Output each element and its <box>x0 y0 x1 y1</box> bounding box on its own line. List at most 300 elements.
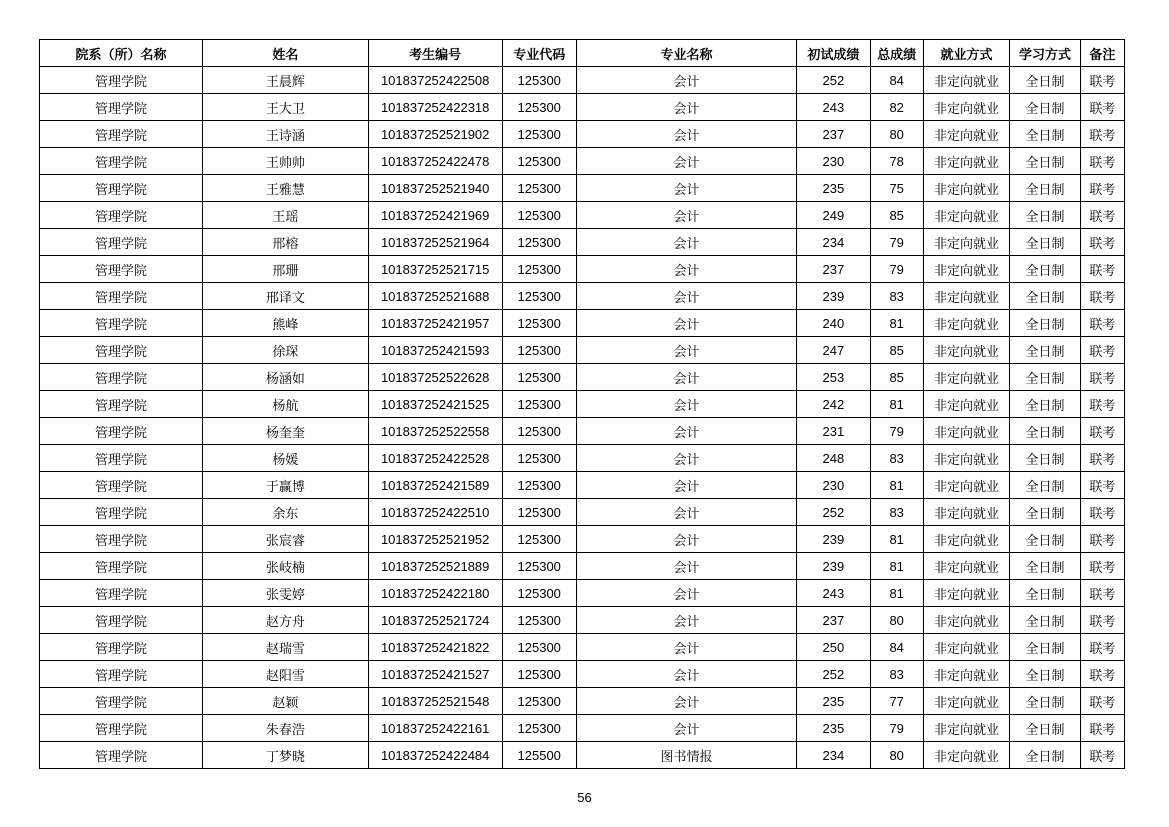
cell-department: 管理学院 <box>40 634 203 661</box>
cell-major-code: 125300 <box>502 418 576 445</box>
header-department: 院系（所）名称 <box>40 40 203 67</box>
cell-name: 杨奎奎 <box>202 418 368 445</box>
cell-initial-score: 237 <box>797 256 870 283</box>
cell-initial-score: 248 <box>797 445 870 472</box>
cell-total-score: 81 <box>870 580 923 607</box>
cell-major-code: 125300 <box>502 175 576 202</box>
cell-major-name: 会计 <box>576 661 796 688</box>
cell-initial-score: 247 <box>797 337 870 364</box>
cell-employment-type: 非定向就业 <box>923 283 1009 310</box>
cell-department: 管理学院 <box>40 391 203 418</box>
cell-name: 朱春浩 <box>202 715 368 742</box>
cell-major-code: 125300 <box>502 607 576 634</box>
cell-study-mode: 全日制 <box>1010 94 1080 121</box>
cell-department: 管理学院 <box>40 661 203 688</box>
cell-remarks: 联考 <box>1080 472 1124 499</box>
cell-total-score: 81 <box>870 553 923 580</box>
cell-remarks: 联考 <box>1080 418 1124 445</box>
cell-name: 于赢博 <box>202 472 368 499</box>
cell-employment-type: 非定向就业 <box>923 337 1009 364</box>
table-row <box>40 418 1125 445</box>
cell-major-code: 125300 <box>502 445 576 472</box>
cell-remarks: 联考 <box>1080 67 1124 94</box>
cell-major-name: 会计 <box>576 688 796 715</box>
table-body <box>40 67 1125 769</box>
cell-study-mode: 全日制 <box>1010 364 1080 391</box>
cell-major-code: 125300 <box>502 310 576 337</box>
cell-remarks: 联考 <box>1080 499 1124 526</box>
cell-candidate-id: 101837252422510 <box>368 499 502 526</box>
cell-remarks: 联考 <box>1080 337 1124 364</box>
cell-department: 管理学院 <box>40 121 203 148</box>
cell-name: 王诗涵 <box>202 121 368 148</box>
cell-candidate-id: 101837252521940 <box>368 175 502 202</box>
cell-total-score: 83 <box>870 445 923 472</box>
header-total-score: 总成绩 <box>870 40 923 67</box>
cell-name: 王帅帅 <box>202 148 368 175</box>
cell-candidate-id: 101837252521964 <box>368 229 502 256</box>
cell-department: 管理学院 <box>40 445 203 472</box>
cell-major-name: 会计 <box>576 715 796 742</box>
cell-major-code: 125300 <box>502 715 576 742</box>
cell-study-mode: 全日制 <box>1010 337 1080 364</box>
cell-major-code: 125300 <box>502 580 576 607</box>
header-name: 姓名 <box>202 40 368 67</box>
cell-major-name: 会计 <box>576 121 796 148</box>
cell-major-name: 会计 <box>576 337 796 364</box>
cell-major-name: 会计 <box>576 499 796 526</box>
cell-total-score: 80 <box>870 121 923 148</box>
cell-department: 管理学院 <box>40 256 203 283</box>
cell-initial-score: 234 <box>797 229 870 256</box>
cell-total-score: 80 <box>870 742 923 769</box>
cell-name: 王大卫 <box>202 94 368 121</box>
cell-name: 赵颖 <box>202 688 368 715</box>
cell-study-mode: 全日制 <box>1010 310 1080 337</box>
cell-department: 管理学院 <box>40 310 203 337</box>
table-row <box>40 580 1125 607</box>
table-row <box>40 256 1125 283</box>
cell-remarks: 联考 <box>1080 553 1124 580</box>
table-row <box>40 337 1125 364</box>
cell-major-code: 125300 <box>502 499 576 526</box>
cell-initial-score: 252 <box>797 67 870 94</box>
cell-department: 管理学院 <box>40 499 203 526</box>
cell-study-mode: 全日制 <box>1010 526 1080 553</box>
cell-candidate-id: 101837252421527 <box>368 661 502 688</box>
table-row <box>40 661 1125 688</box>
cell-major-code: 125300 <box>502 202 576 229</box>
cell-name: 丁梦晓 <box>202 742 368 769</box>
cell-candidate-id: 101837252422478 <box>368 148 502 175</box>
cell-total-score: 81 <box>870 391 923 418</box>
cell-employment-type: 非定向就业 <box>923 94 1009 121</box>
cell-name: 王瑶 <box>202 202 368 229</box>
cell-study-mode: 全日制 <box>1010 580 1080 607</box>
cell-major-code: 125300 <box>502 148 576 175</box>
table-row <box>40 445 1125 472</box>
cell-study-mode: 全日制 <box>1010 121 1080 148</box>
cell-study-mode: 全日制 <box>1010 661 1080 688</box>
cell-remarks: 联考 <box>1080 391 1124 418</box>
table-row <box>40 67 1125 94</box>
cell-study-mode: 全日制 <box>1010 607 1080 634</box>
cell-initial-score: 230 <box>797 472 870 499</box>
cell-candidate-id: 101837252421957 <box>368 310 502 337</box>
cell-department: 管理学院 <box>40 283 203 310</box>
cell-employment-type: 非定向就业 <box>923 229 1009 256</box>
cell-employment-type: 非定向就业 <box>923 688 1009 715</box>
table-row <box>40 553 1125 580</box>
cell-remarks: 联考 <box>1080 283 1124 310</box>
cell-candidate-id: 101837252421822 <box>368 634 502 661</box>
cell-major-name: 会计 <box>576 526 796 553</box>
cell-study-mode: 全日制 <box>1010 553 1080 580</box>
cell-major-name: 会计 <box>576 391 796 418</box>
cell-initial-score: 235 <box>797 688 870 715</box>
cell-candidate-id: 101837252522628 <box>368 364 502 391</box>
cell-initial-score: 230 <box>797 148 870 175</box>
cell-candidate-id: 101837252422508 <box>368 67 502 94</box>
cell-total-score: 85 <box>870 202 923 229</box>
cell-study-mode: 全日制 <box>1010 634 1080 661</box>
cell-major-code: 125300 <box>502 67 576 94</box>
cell-name: 王晨辉 <box>202 67 368 94</box>
cell-name: 邢珊 <box>202 256 368 283</box>
cell-name: 熊峰 <box>202 310 368 337</box>
cell-name: 杨媛 <box>202 445 368 472</box>
cell-remarks: 联考 <box>1080 175 1124 202</box>
cell-major-code: 125300 <box>502 283 576 310</box>
header-major-code: 专业代码 <box>502 40 576 67</box>
cell-initial-score: 234 <box>797 742 870 769</box>
cell-study-mode: 全日制 <box>1010 67 1080 94</box>
cell-candidate-id: 101837252422484 <box>368 742 502 769</box>
cell-remarks: 联考 <box>1080 121 1124 148</box>
cell-name: 张宸睿 <box>202 526 368 553</box>
table-row <box>40 634 1125 661</box>
cell-major-name: 会计 <box>576 472 796 499</box>
cell-initial-score: 243 <box>797 94 870 121</box>
cell-employment-type: 非定向就业 <box>923 526 1009 553</box>
cell-candidate-id: 101837252421525 <box>368 391 502 418</box>
table-header-row <box>40 40 1125 67</box>
table-row <box>40 526 1125 553</box>
cell-remarks: 联考 <box>1080 607 1124 634</box>
cell-candidate-id: 101837252521902 <box>368 121 502 148</box>
cell-department: 管理学院 <box>40 607 203 634</box>
cell-candidate-id: 101837252521688 <box>368 283 502 310</box>
cell-major-code: 125300 <box>502 121 576 148</box>
cell-total-score: 77 <box>870 688 923 715</box>
cell-department: 管理学院 <box>40 742 203 769</box>
header-initial-score: 初试成绩 <box>797 40 870 67</box>
cell-major-code: 125500 <box>502 742 576 769</box>
cell-remarks: 联考 <box>1080 364 1124 391</box>
page-number: 56 <box>577 790 592 805</box>
cell-total-score: 79 <box>870 418 923 445</box>
table-row <box>40 175 1125 202</box>
cell-department: 管理学院 <box>40 553 203 580</box>
cell-remarks: 联考 <box>1080 94 1124 121</box>
cell-employment-type: 非定向就业 <box>923 256 1009 283</box>
cell-initial-score: 250 <box>797 634 870 661</box>
cell-remarks: 联考 <box>1080 661 1124 688</box>
cell-name: 杨涵如 <box>202 364 368 391</box>
cell-candidate-id: 101837252521724 <box>368 607 502 634</box>
cell-remarks: 联考 <box>1080 742 1124 769</box>
cell-major-name: 会计 <box>576 67 796 94</box>
cell-major-code: 125300 <box>502 364 576 391</box>
cell-total-score: 81 <box>870 526 923 553</box>
cell-study-mode: 全日制 <box>1010 742 1080 769</box>
table-row <box>40 229 1125 256</box>
cell-name: 张雯婷 <box>202 580 368 607</box>
cell-department: 管理学院 <box>40 364 203 391</box>
cell-employment-type: 非定向就业 <box>923 715 1009 742</box>
cell-study-mode: 全日制 <box>1010 175 1080 202</box>
cell-initial-score: 239 <box>797 526 870 553</box>
cell-employment-type: 非定向就业 <box>923 175 1009 202</box>
cell-total-score: 79 <box>870 229 923 256</box>
cell-employment-type: 非定向就业 <box>923 661 1009 688</box>
cell-employment-type: 非定向就业 <box>923 445 1009 472</box>
cell-employment-type: 非定向就业 <box>923 580 1009 607</box>
cell-major-name: 会计 <box>576 283 796 310</box>
cell-department: 管理学院 <box>40 202 203 229</box>
cell-total-score: 75 <box>870 175 923 202</box>
table-row <box>40 472 1125 499</box>
cell-department: 管理学院 <box>40 229 203 256</box>
cell-total-score: 79 <box>870 256 923 283</box>
cell-total-score: 80 <box>870 607 923 634</box>
cell-major-code: 125300 <box>502 229 576 256</box>
cell-study-mode: 全日制 <box>1010 445 1080 472</box>
cell-total-score: 79 <box>870 715 923 742</box>
table-row <box>40 688 1125 715</box>
cell-major-code: 125300 <box>502 688 576 715</box>
table-row <box>40 607 1125 634</box>
cell-initial-score: 249 <box>797 202 870 229</box>
cell-employment-type: 非定向就业 <box>923 364 1009 391</box>
table-row <box>40 499 1125 526</box>
cell-remarks: 联考 <box>1080 148 1124 175</box>
cell-total-score: 85 <box>870 364 923 391</box>
cell-major-code: 125300 <box>502 391 576 418</box>
cell-major-name: 会计 <box>576 634 796 661</box>
cell-major-code: 125300 <box>502 526 576 553</box>
cell-employment-type: 非定向就业 <box>923 121 1009 148</box>
cell-initial-score: 242 <box>797 391 870 418</box>
table-row <box>40 364 1125 391</box>
cell-candidate-id: 101837252421593 <box>368 337 502 364</box>
cell-major-code: 125300 <box>502 472 576 499</box>
cell-remarks: 联考 <box>1080 715 1124 742</box>
cell-name: 赵阳雪 <box>202 661 368 688</box>
cell-major-name: 会计 <box>576 553 796 580</box>
table-row <box>40 202 1125 229</box>
cell-total-score: 82 <box>870 94 923 121</box>
cell-initial-score: 252 <box>797 499 870 526</box>
cell-candidate-id: 101837252521952 <box>368 526 502 553</box>
cell-initial-score: 237 <box>797 121 870 148</box>
cell-major-code: 125300 <box>502 256 576 283</box>
cell-major-name: 会计 <box>576 94 796 121</box>
cell-total-score: 81 <box>870 310 923 337</box>
cell-employment-type: 非定向就业 <box>923 499 1009 526</box>
table-row <box>40 283 1125 310</box>
cell-name: 张岐楠 <box>202 553 368 580</box>
cell-major-name: 会计 <box>576 580 796 607</box>
cell-major-code: 125300 <box>502 661 576 688</box>
cell-employment-type: 非定向就业 <box>923 607 1009 634</box>
cell-employment-type: 非定向就业 <box>923 553 1009 580</box>
cell-total-score: 85 <box>870 337 923 364</box>
header-remarks: 备注 <box>1080 40 1124 67</box>
cell-major-name: 会计 <box>576 229 796 256</box>
cell-total-score: 81 <box>870 472 923 499</box>
cell-major-name: 会计 <box>576 310 796 337</box>
cell-total-score: 83 <box>870 661 923 688</box>
cell-study-mode: 全日制 <box>1010 418 1080 445</box>
cell-employment-type: 非定向就业 <box>923 391 1009 418</box>
cell-study-mode: 全日制 <box>1010 283 1080 310</box>
cell-department: 管理学院 <box>40 418 203 445</box>
cell-department: 管理学院 <box>40 580 203 607</box>
cell-candidate-id: 101837252521715 <box>368 256 502 283</box>
cell-name: 徐琛 <box>202 337 368 364</box>
header-study-mode: 学习方式 <box>1010 40 1080 67</box>
cell-remarks: 联考 <box>1080 256 1124 283</box>
cell-employment-type: 非定向就业 <box>923 202 1009 229</box>
cell-department: 管理学院 <box>40 472 203 499</box>
cell-department: 管理学院 <box>40 148 203 175</box>
cell-candidate-id: 101837252421969 <box>368 202 502 229</box>
cell-remarks: 联考 <box>1080 229 1124 256</box>
cell-remarks: 联考 <box>1080 688 1124 715</box>
cell-department: 管理学院 <box>40 715 203 742</box>
cell-initial-score: 239 <box>797 283 870 310</box>
cell-major-name: 会计 <box>576 445 796 472</box>
cell-major-name: 会计 <box>576 607 796 634</box>
cell-major-code: 125300 <box>502 634 576 661</box>
cell-remarks: 联考 <box>1080 580 1124 607</box>
cell-study-mode: 全日制 <box>1010 391 1080 418</box>
cell-total-score: 83 <box>870 283 923 310</box>
cell-remarks: 联考 <box>1080 445 1124 472</box>
cell-study-mode: 全日制 <box>1010 202 1080 229</box>
cell-name: 邢榕 <box>202 229 368 256</box>
cell-candidate-id: 101837252422318 <box>368 94 502 121</box>
cell-initial-score: 237 <box>797 607 870 634</box>
cell-employment-type: 非定向就业 <box>923 67 1009 94</box>
cell-name: 杨航 <box>202 391 368 418</box>
cell-study-mode: 全日制 <box>1010 472 1080 499</box>
cell-major-code: 125300 <box>502 553 576 580</box>
cell-employment-type: 非定向就业 <box>923 310 1009 337</box>
cell-employment-type: 非定向就业 <box>923 148 1009 175</box>
cell-department: 管理学院 <box>40 175 203 202</box>
cell-major-name: 会计 <box>576 148 796 175</box>
table-row <box>40 715 1125 742</box>
cell-candidate-id: 101837252521548 <box>368 688 502 715</box>
header-employment-type: 就业方式 <box>923 40 1009 67</box>
cell-remarks: 联考 <box>1080 310 1124 337</box>
cell-study-mode: 全日制 <box>1010 688 1080 715</box>
table-row <box>40 391 1125 418</box>
cell-initial-score: 231 <box>797 418 870 445</box>
cell-remarks: 联考 <box>1080 202 1124 229</box>
table-row <box>40 310 1125 337</box>
cell-department: 管理学院 <box>40 94 203 121</box>
cell-major-name: 会计 <box>576 175 796 202</box>
cell-name: 王雅慧 <box>202 175 368 202</box>
cell-name: 余东 <box>202 499 368 526</box>
cell-remarks: 联考 <box>1080 526 1124 553</box>
cell-department: 管理学院 <box>40 526 203 553</box>
cell-candidate-id: 101837252422161 <box>368 715 502 742</box>
cell-major-code: 125300 <box>502 337 576 364</box>
cell-candidate-id: 101837252422180 <box>368 580 502 607</box>
cell-total-score: 78 <box>870 148 923 175</box>
cell-employment-type: 非定向就业 <box>923 472 1009 499</box>
table-row <box>40 148 1125 175</box>
header-major-name: 专业名称 <box>576 40 796 67</box>
cell-study-mode: 全日制 <box>1010 715 1080 742</box>
cell-total-score: 83 <box>870 499 923 526</box>
cell-employment-type: 非定向就业 <box>923 742 1009 769</box>
cell-initial-score: 253 <box>797 364 870 391</box>
cell-study-mode: 全日制 <box>1010 499 1080 526</box>
cell-department: 管理学院 <box>40 337 203 364</box>
cell-major-name: 会计 <box>576 364 796 391</box>
cell-study-mode: 全日制 <box>1010 229 1080 256</box>
cell-initial-score: 235 <box>797 715 870 742</box>
cell-candidate-id: 101837252421589 <box>368 472 502 499</box>
cell-study-mode: 全日制 <box>1010 148 1080 175</box>
cell-initial-score: 243 <box>797 580 870 607</box>
cell-total-score: 84 <box>870 634 923 661</box>
header-candidate-id: 考生编号 <box>368 40 502 67</box>
table-row <box>40 742 1125 769</box>
cell-employment-type: 非定向就业 <box>923 418 1009 445</box>
cell-study-mode: 全日制 <box>1010 256 1080 283</box>
table-row <box>40 94 1125 121</box>
cell-department: 管理学院 <box>40 688 203 715</box>
cell-initial-score: 240 <box>797 310 870 337</box>
cell-employment-type: 非定向就业 <box>923 634 1009 661</box>
cell-name: 赵方舟 <box>202 607 368 634</box>
cell-total-score: 84 <box>870 67 923 94</box>
cell-major-name: 会计 <box>576 202 796 229</box>
cell-candidate-id: 101837252422528 <box>368 445 502 472</box>
cell-initial-score: 235 <box>797 175 870 202</box>
cell-name: 赵瑞雪 <box>202 634 368 661</box>
admission-table <box>39 39 1125 769</box>
cell-major-name: 图书情报 <box>576 742 796 769</box>
table-row <box>40 121 1125 148</box>
cell-initial-score: 239 <box>797 553 870 580</box>
cell-candidate-id: 101837252521889 <box>368 553 502 580</box>
cell-major-code: 125300 <box>502 94 576 121</box>
cell-department: 管理学院 <box>40 67 203 94</box>
cell-major-name: 会计 <box>576 256 796 283</box>
cell-remarks: 联考 <box>1080 634 1124 661</box>
cell-name: 邢译文 <box>202 283 368 310</box>
cell-candidate-id: 101837252522558 <box>368 418 502 445</box>
cell-initial-score: 252 <box>797 661 870 688</box>
cell-major-name: 会计 <box>576 418 796 445</box>
